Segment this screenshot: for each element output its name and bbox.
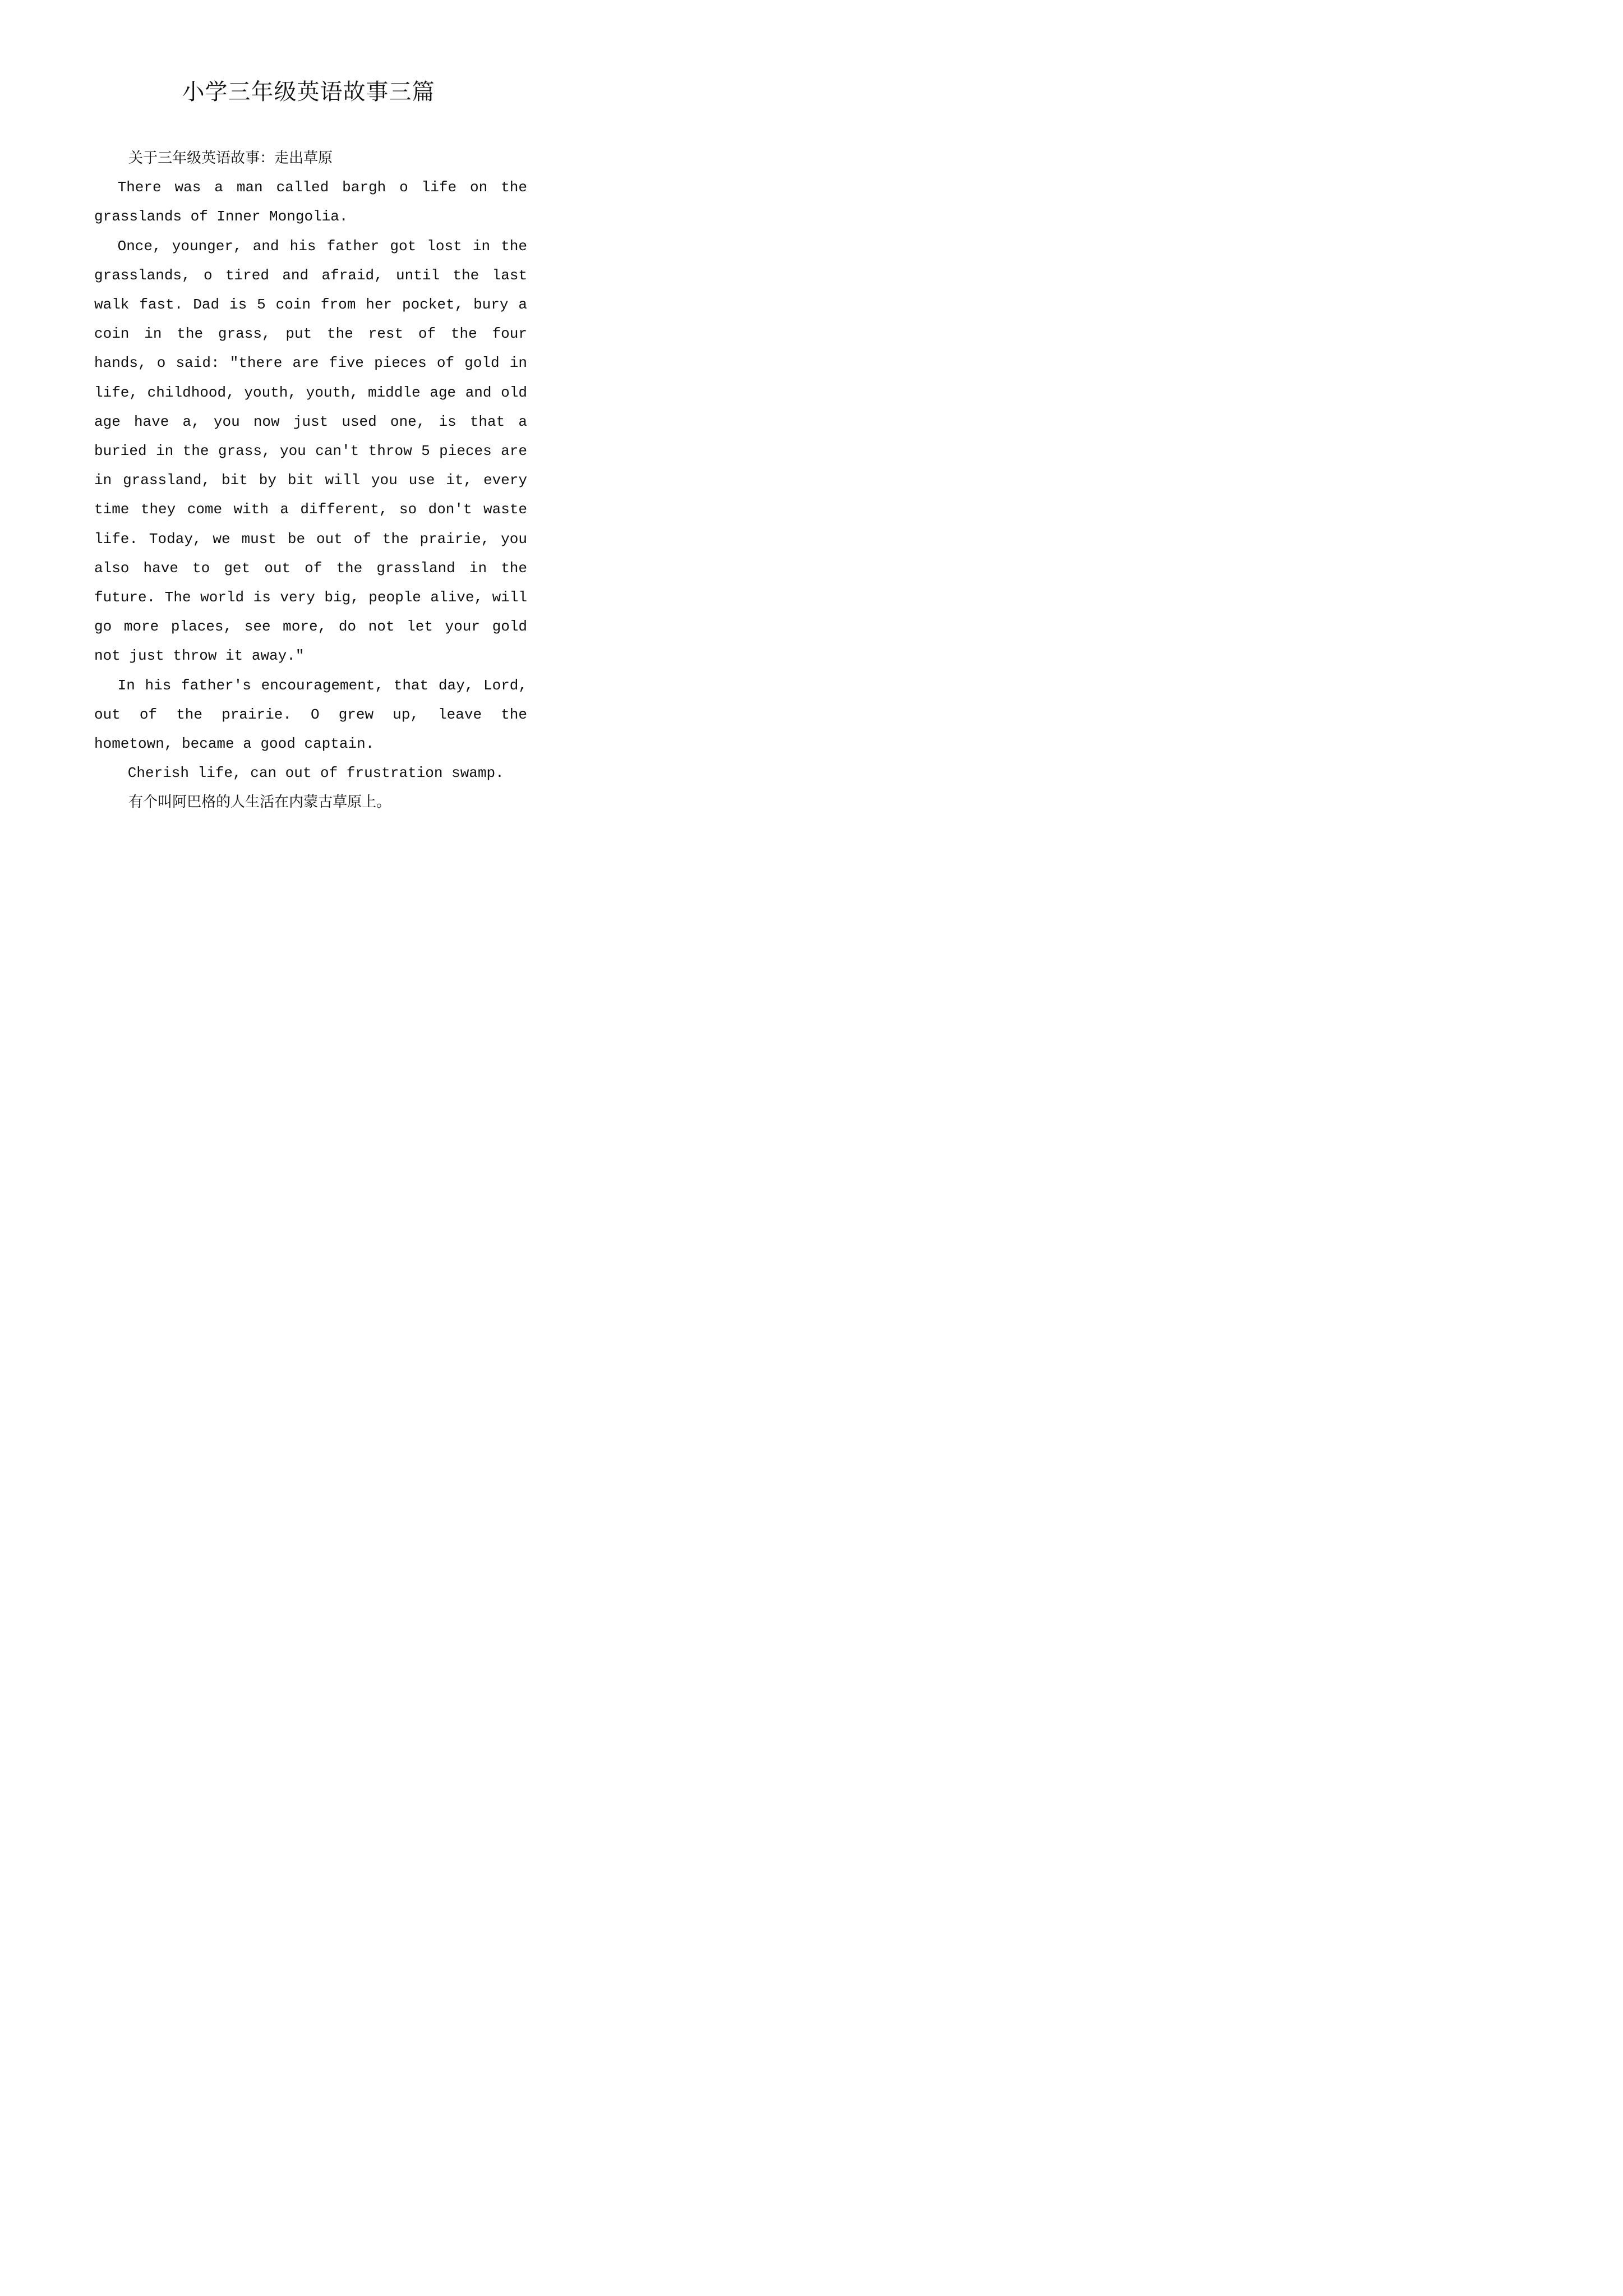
paragraph-5-chinese: 有个叫阿巴格的人生活在内蒙古草原上。 [128,794,391,811]
document-body [94,144,527,817]
paragraph-2: Once, younger, and his father got lost in the grasslands, o tired and afraid, until the last walk fast. Dad is 5 coin from her pocket, bury a coin in the grass, put the rest of the four hands, o said: "there are five pieces of gold in life, childhood, youth, youth, middle age and old age have a, you now just used one, is that a buried in the grass, you can't throw 5 pieces are in grassland, bit by bit will you use it, every time they come with a different, so don't waste life. Today, we must be out of the prairie, you also have to get out of the grassland in the future. The world is very big, people alive, will go more places, see more, do not let your gold not just throw it away." [94,237,527,665]
paragraph-1: There was a man called bargh o life on the grasslands of Inner Mongolia. [94,179,527,226]
paragraph-4: Cherish life, can out of frustration swamp. [127,765,504,782]
document-title: 小学三年级英语故事三篇 [182,79,435,105]
document-page [0,0,617,873]
section-heading: 关于三年级英语故事：走出草原 [128,150,333,167]
paragraph-3: In his father's encouragement, that day, Lord, out of the prairie. O grew up, leave the hometown, became a good captain. [94,677,527,753]
